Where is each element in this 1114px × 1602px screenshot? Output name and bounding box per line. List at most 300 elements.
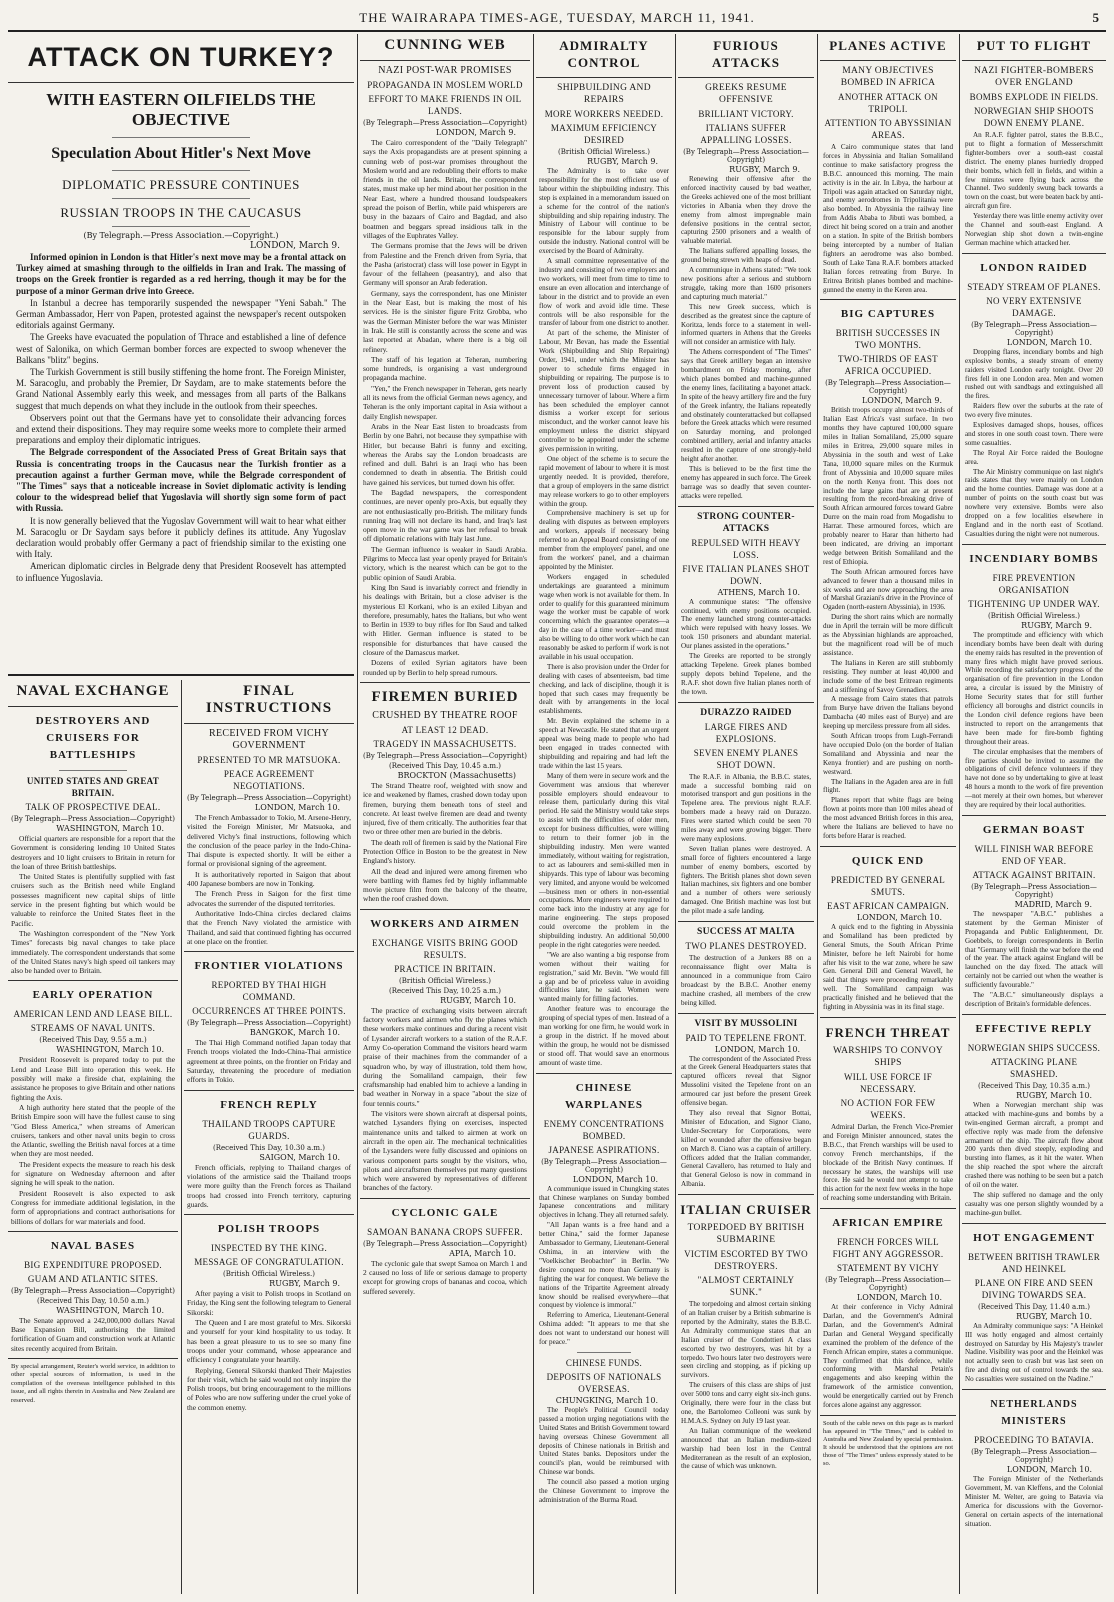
turkey-para: The Turkish Government is still busily stiffening the home front. The Foreign Minister, M. Saracoglu, and probably the Premier, Dr Saydam, are to make statements before the Grand National Assembly early this week, and messages from all parts of the Balkans suggest that much depends on what they include in the outlook from their speeches.: [16, 367, 346, 411]
turkey-para: American diplomatic circles in Belgrade deny that President Roosevelt has attempted to influence Yugoslavia.: [16, 561, 346, 583]
planes-body: [820, 142, 956, 296]
cruiser-body: [678, 1299, 814, 1473]
furious-column: [678, 34, 814, 1594]
polish-para: After paying a visit to Polish troops in Scotland on Friday, the King sent the following telegram to General Sikorski:: [187, 1289, 351, 1317]
admiralty-body: [536, 166, 672, 1070]
early-sub1: AMERICAN LEND AND LEASE BILL.: [13, 1009, 173, 1020]
london-dateline: LONDON, March 10.: [1006, 337, 1092, 347]
captures-headline: BIG CAPTURES: [840, 308, 936, 321]
flight-para: Yesterday there was little enemy activity over the Channel and south-east England. A Norwegian ship shot down a twin-engine German machine which attacked her.: [965, 212, 1103, 247]
furious-sub1: GREEKS RESUME OFFENSIVE: [705, 83, 787, 105]
naval-headline: NAVAL EXCHANGE: [16, 683, 170, 699]
london-body: [962, 347, 1106, 541]
furious-byline: (By Telegraph—Press Association—Copyright): [683, 148, 809, 164]
mussolini-sub1: PAID TO TEPELENE FRONT.: [685, 1032, 807, 1043]
furious-para: The Athens correspondent of "The Times" says that Greek artillery began an intensive bombardment on Friday morning, after which planes bombed and machine-gunned the enemy lines, facilitating a bayonet attack. In spite of the heavy artillery fire and the fury of the Greek infantry, the Italians repeatedly and obstinately counterattacked but collapsed before the Greek attacks which were resumed on Saturday morning, and prolonged combined artillery, aerial and infantry attacks resulted in the capture of one strongly-held height after another.: [681, 348, 811, 464]
cruiser-para: An Italian communique of the weekend announced that an Italian medium-sized warship had been lost in the Central Mediterranean as the result of an explosion, the cause of which was unknown.: [681, 1426, 811, 1471]
durazzo-para: Seven Italian planes were destroyed. A small force of fighters encountered a large number of enemy bombers, escorted by fighters. The British planes shot down seven Italian machines, six fighters and one bomber and a number of others were seriously damaged. One British machine was lost but the pilot made a safe landing.: [681, 844, 811, 916]
incendiary-dateline: RUGBY, March 9.: [1021, 620, 1092, 630]
polish-headline: POLISH TROOPS: [217, 1223, 321, 1236]
naval-para: Official quarters are responsible for a report that the Government is considering lending 10 United States destroyers and 10 light cruisers to Britain in return for the loan of three British battleships.: [11, 834, 175, 871]
turkey-byline: (By Telegraph.—Press Association.—Copyright.): [83, 231, 279, 240]
turkey-para: The Greeks have evacuated the population of Thrace and established a line of defence west of Salonika, on which German bomber forces are expected to swoop whenever the Balkans "blitz" begins.: [16, 332, 346, 365]
empire-sub2: STATEMENT BY VICHY: [836, 1263, 940, 1274]
captures-para: During the short rains which are normally due in April the terrain will be more difficult as the Abyssinian highlands are approached, but the magnificent road will be of much assistance.: [823, 613, 953, 657]
cunning-para: The staff of his legation at Teheran, numbering some hundreds, is organising a vast underground propaganda machine.: [363, 354, 527, 383]
turkey-para: It is now generally believed that the Yugoslav Government will wait to hear what either M. Saracoglu or Dr Saydam says before it publicly defines its attitude. Any Yugoslav declaration would probably offer Germany a pact of friendship similar to the existing one with Italy.: [16, 515, 346, 560]
page-number: 5: [1092, 10, 1100, 25]
flight-column: [962, 34, 1106, 1594]
planes-column: [820, 34, 956, 1594]
counter-body: [678, 597, 814, 699]
quick-body: [820, 922, 956, 1014]
naval-sub3: TALK OF PROSPECTIVE DEAL.: [25, 802, 161, 812]
quick-dateline: LONDON, March 10.: [856, 912, 942, 922]
hot-sub2: PLANE ON FIRE AND SEEN DIVING TOWARDS SEA.: [974, 1277, 1094, 1300]
captures-para: A message from Cairo states that patrols from Burye have driven the Italians beyond Dambacha (40 miles east of Burye) and are keeping up merciless pressure from all sides.: [823, 695, 953, 731]
admiralty-para: A small committee representative of the industry and consisting of two employers and two workers, will meet from time to time to ensure an even allocation and interchange of labour in the district and to provide an even flow of work and avoid idle time. These controls will be also responsible for the transfer of labour from one district to another.: [539, 257, 670, 328]
captures-sub1: BRITISH SUCCESSES IN TWO MONTHS.: [835, 328, 941, 351]
durazzo-body: [678, 772, 814, 919]
gale-para: The cyclonic gale that swept Samoa on March 1 and 2 caused no loss of life or serious damage to property except for growing crops of bananas and cocoa, which suffered severely.: [363, 1258, 527, 1296]
flight-sub3: NORWEGIAN SHIP SHOOTS DOWN ENEMY PLANE.: [974, 106, 1094, 128]
turkey-headline: ATTACK ON TURKEY?: [27, 42, 335, 72]
cunning-byline: (By Telegraph—Press Association—Copyright): [363, 119, 527, 127]
bases-dateline: WASHINGTON, March 10.: [56, 1305, 164, 1315]
quick-headline: QUICK END: [851, 854, 925, 867]
furious-headline: FURIOUS ATTACKS: [712, 38, 780, 70]
cunning-sub2: PROPAGANDA IN MOSLEM WORLD: [367, 80, 523, 90]
admiralty-headline: ADMIRALTY CONTROL: [559, 38, 649, 70]
empire-headline: AFRICAN EMPIRE: [832, 1217, 944, 1230]
cunning-body: [360, 137, 530, 679]
cunning-para: Dozens of exiled Syrian agitators have been rounded up by Berlin to help spread rumours.: [363, 658, 527, 677]
french-para: Admiral Darlan, the French Vice-Premier and Foreign Minister announced, states the B.B.C., that French warships will be used to convoy French merchantships, if the blockade of the British Navy continues. If necessary he states, the warships will use force. He said he would not attempt to take this action for the next few weeks in the hope of reaching some understanding with Britain.: [823, 1122, 953, 1203]
turkey-story: [8, 34, 354, 672]
final-sub3: PEACE AGREEMENT NEGOTIATIONS.: [223, 769, 315, 791]
naval-dateline: WASHINGTON, March 10.: [56, 824, 164, 833]
incendiary-byline: (British Official Wireless.): [988, 611, 1080, 620]
firemen-body: [360, 780, 530, 906]
early-sub2: STREAMS OF NAVAL UNITS.: [30, 1023, 156, 1034]
frontier-body: [184, 1037, 354, 1086]
malta-para: The destruction of a Junkers 88 on a reconnaissance flight over Malta is announced in a communique from Cairo broadcast by the B.B.C. Another enemy machine crashed, all members of the crew being killed.: [681, 954, 811, 1007]
boast-para: The "A.B.C." simultaneously displays a description of Britain's formidable defences.: [965, 991, 1103, 1008]
bases-byline: (By Telegraph—Press Association—Copyright): [11, 1286, 175, 1295]
final-sub2: PRESENTED TO MR MATSUOKA.: [197, 755, 341, 765]
mussolini-dateline: LONDON, March 10.: [714, 1044, 800, 1054]
cunning-para: Arabs in the Near East listen to broadcasts from Berlin by one Bahri, not because they sympathise with Hitler, but because Bahri is funny and exciting, whereas the Arabs say the London broadcasts are refined and dull. Bahri is an Iraqi who has been condemned to death in absentia. The British could have gained his services, but turned down his offer.: [363, 421, 527, 487]
columns: [8, 34, 1106, 1594]
cunning-para: Germany, says the correspondent, has one Minister in the Near East, but is making the most of his services. He is the sinister figure Fritz Grobba, who was the German Minister before the war was Minister in Irak. He still is constantly across the scene and was last reported at Abadan, where there is a big oil refinery.: [363, 288, 527, 354]
early-para: A high authority here stated that the people of the British Empire soon will have the fullest cause to sing "God Bless America," when streams of American cruisers, tankers and other naval units begin to cross the Atlantic, swelling the British naval forces at a time when they are most needed.: [11, 1102, 175, 1159]
early-received: (Received This Day, 9.55 a.m.): [39, 1036, 147, 1045]
french-sub3: NO ACTION FOR FEW WEEKS.: [840, 1097, 936, 1120]
final-headline: FINAL INSTRUCTIONS: [205, 683, 333, 716]
admiralty-para: The Admiralty is to take over responsibility for the most efficient use of labour within the shipbuilding industry. This step is explained in a memorandum issued on a scheme for the control of the nation's shipbuilding and ship repairing industry. The Ministry of Labour will continue to be responsible for the labour supply from outside the industry. National control will be exercised by the Board of Admiralty.: [539, 167, 669, 256]
ministers-headline: NETHERLANDS MINISTERS: [990, 1399, 1078, 1428]
final-para: The French Press in Saigon for the first time advocates the surrender of the disputed territories.: [187, 889, 351, 908]
firemen-para: The death roll of firemen is said by the National Fire Protection Office in Boston to be the greatest in New England's history.: [363, 837, 527, 866]
london-para: The Royal Air Force raided the Boulogne area.: [965, 448, 1103, 466]
turkey-para: Observers point out that the Germans have yet to consolidate their advancing forces and extend their dispositions. They may require some weeks more to complete their armed preparations and employ their diplomatic intrigues.: [16, 412, 346, 446]
workers-para: The visitors were shown aircraft at dispersal points, watched Lysanders flying on exercises, inspected maintenance units and talked to airmen at work on aircraft in the open air. The mechanical technicalities of the Lysanders were fully discussed and opinions on various component parts sought by the visitors, who, pilots and aircraftsmen themselves put many questions which were answered by representatives of different branches of the factory.: [363, 1109, 527, 1193]
polish-body: [184, 1288, 354, 1414]
firemen-dateline: BROCKTON (Massachusetts): [397, 770, 516, 780]
cunning-headline: CUNNING WEB: [384, 37, 506, 53]
admiralty-para: At part of the scheme, the Minister of Labour, Mr Bevan, has made the Essential Work (Shipbuilding and Ship Repairing) Order, 1941, under which the Minister has power to schedule firms engaged in shipbuilding or repairing. The purpose is to prevent loss of production caused by unnecessary turnover of labour. Where a firm has been scheduled the employer cannot dismiss a worker except for serious misconduct, and the worker cannot leave his employment unless the district shipyard controller to be appointed under the scheme gives permission in writing.: [539, 329, 669, 454]
naval-sub1: DESTROYERS AND CRUISERS FOR BATTLESHIPS: [35, 715, 151, 761]
boast-byline: (By Telegraph—Press Association—Copyright): [971, 882, 1097, 899]
cunning-para: The Germans promise that the Jews will be driven from Palestine and the French driven from Syria, that the Pasha (aristocrat) class will lose power in Egypt in favour of the fellaheen (peasantry), and also that Germany will sponsor an Arab federation.: [363, 241, 527, 288]
cruiser-sub2: VICTIM ESCORTED BY TWO DESTROYERS.: [684, 1249, 808, 1272]
naval-para: The United States is plentifully supplied with fast cruisers such as the British need while England possesses magnificent new capital ships of little service in the present fighting but which would be valuable to reinforce the United States fleet in the Pacific.: [11, 872, 175, 928]
cunning-column: [360, 34, 530, 1594]
final-body: [184, 812, 354, 948]
frontier-headline: FRONTIER VIOLATIONS: [194, 960, 344, 973]
french-body: [820, 1122, 956, 1205]
masthead: [8, 6, 1106, 32]
cunning-para: The German influence is weaker in Saudi Arabia. Pilgrims to Mecca last year openly prayed for Britain's victory, which is the nearest which can be got to the public opinion of Saudi Arabia.: [363, 544, 527, 582]
firemen-para: All the dead and injured were among firemen who were battling with flames fed by highly inflammable movie picture film from the balcony of the theatre, when the roof crashed down.: [363, 866, 527, 904]
naval-para: The Washington correspondent of the "New York Times" forecasts big naval changes to take place immediately. The correspondent understands that some of the United States navy's high speed oil tankers may also be handed over to Britain.: [11, 928, 175, 976]
frontier-dateline: BANGKOK, March 10.: [249, 1028, 340, 1038]
admiralty-sub3: MAXIMUM EFFICIENCY DESIRED: [550, 123, 658, 145]
empire-body: [820, 1302, 956, 1412]
counter-headline: STRONG COUNTER-ATTACKS: [697, 511, 795, 534]
firemen-received: (Received This Day, 10.45 a.m.): [389, 761, 501, 770]
admiralty-byline: (British Official Wireless.): [558, 148, 650, 156]
admiralty-dateline: RUGBY, March 9.: [587, 157, 658, 166]
boast-sub1: WILL FINISH WAR BEFORE END OF YEAR.: [974, 843, 1094, 866]
ministers-para: The Foreign Minister of the Netherlands Government, M. van Kleffens, and the Colonial Minister M. Welter, are going to Batavia via America for discussions with the Governor-General on certain aspects of the international situation.: [965, 1475, 1103, 1528]
chinese-sub1: ENEMY CONCENTRATIONS BOMBED.: [543, 1118, 665, 1141]
quick-para: A quick end to the fighting in Abyssinia and Somaliland has been predicted by General Smuts, the South African Prime Minister, before he left Nairobi for home after his visit to the war zone, where he saw Gen. General Dill and General Wavell, he said that things were proceeding remarkably well. The Somaliland campaign was practically finished and he believed that the fighting in Abyssinia was in its final stage.: [823, 922, 953, 1012]
incendiary-sub2: TIGHTENING UP UNDER WAY.: [968, 598, 1100, 609]
early-headline: EARLY OPERATION: [32, 989, 154, 1002]
final-para: It is authoritatively reported in Saigon that about 400 Japanese bombers are now in Tonking.: [187, 869, 351, 889]
incendiary-body: [962, 630, 1106, 812]
furious-sub2: BRILLIANT VICTORY.: [698, 109, 794, 119]
admiralty-para: Workers engaged in scheduled undertakings are guaranteed a minimum wage when work is not available for them. In order to qualify for this guaranteed minimum wage the worker must be capable of work concerning which the guarantee operates—a day in the case of a time worker—and must also be willing to do other work which he can reasonably be asked to perform if work is not available in his usual occupation.: [539, 572, 669, 661]
planes-sub1: MANY OBJECTIVES BOMBED IN AFRICA: [840, 66, 936, 88]
captures-byline: (By Telegraph—Press Association—Copyright): [825, 379, 951, 396]
cunning-para: The Bagdad newspapers, the correspondent continues, are never openly pro-Axis, but equally they are not enthusiastically pro-British. The military funds running Iraq will not declare its hand, and Iraq's last open move in the war game was her refusal to break off diplomatic relations with Italy last June.: [363, 487, 527, 544]
naval-byline: (By Telegraph—Press Association—Copyright): [11, 815, 175, 823]
empire-para: At their conference in Vichy Admiral Darlan, and the Government's Admiral Darlan, and the Government's Admiral Darlan and General Weygand specifically examined the problem of the defence of the French African empire, states a communique. They confirmed that this defence, while conforming with Marshal Petain's engagements and also keeping within the framework of the armistice convention, would be energetically carried out by French forces alone against any aggressor.: [823, 1303, 953, 1410]
reply-dateline: SAIGON, March 10.: [259, 1152, 340, 1162]
chinese-dateline: LONDON, March 10.: [572, 1174, 658, 1184]
reply-received: (Received This Day, 10.30 a.m.): [213, 1143, 325, 1152]
london-sub1: STEADY STREAM OF PLANES.: [967, 281, 1101, 292]
cruiser-sub3: "ALMOST CERTAINLY SUNK.": [697, 1275, 795, 1298]
effective-headline: EFFECTIVE REPLY: [975, 1022, 1093, 1035]
early-dateline: WASHINGTON, March 10.: [56, 1045, 164, 1055]
cunning-dateline: LONDON, March 9.: [435, 128, 516, 137]
london-para: Raiders flew over the suburbs at the rate of two every five minutes.: [965, 402, 1103, 420]
cruiser-para: The torpedoing and almost certain sinking of an Italian cruiser by a British submarine is reported by the Admiralty, states the B.B.C. An Admiralty communique states that an Italian cruiser of the Condottieri A class escorted by two destroyers, was hit by a torpedo. Two hours later two destroyers were seen circling and stopping, as if picking up survivors.: [681, 1300, 811, 1380]
workers-dateline: RUGBY, March 10.: [440, 995, 516, 1005]
turkey-para: The Belgrade correspondent of the Associated Press of Great Britain says that Russia is concentrating troops in the Caucasus near the Turkish frontier as a precaution against a further German move, while the Belgrade correspondent of "The Times" says that a noticeable increase in Soviet diplomatic activity is lending colour to the widespread belief that Yugoslavia will shortly sign some form of pact with Russia.: [16, 447, 346, 514]
effective-para: When a Norwegian merchant ship was attacked with machine-guns and bombs by a twin-engined German aircraft, a prompt and effective reply was made from the defensive armament of the ship. The aircraft flew about 200 yards then dived steeply, exploding and bursting into flames, as it hit the water. When the ship reached the spot where the aircraft crashed there was nothing to be seen but a patch of oil on the water.: [965, 1100, 1103, 1190]
london-para: Dropping flares, incendiary bombs and high explosive bombs, a steady stream of enemy raiders visited London early tonight. Over 20 fires fell in one London area. Men and women rushed out with sandbags and extinguished all the fires.: [965, 347, 1103, 401]
flight-sub2: BOMBS EXPLODE IN FIELDS.: [969, 92, 1099, 102]
mussolini-headline: VISIT BY MUSSOLINI: [694, 1018, 798, 1029]
captures-body: [820, 405, 956, 843]
bases-sub1: BIG EXPENDITURE PROPOSED.: [24, 1259, 162, 1270]
french-sub1: WARSHIPS TO CONVOY SHIPS: [832, 1045, 944, 1068]
malta-body: [678, 953, 814, 1009]
mussolini-para: The correspondent of the Associated Press at the Greek General Headquarters states that captured officers reveal that Signor Mussolini visited the Tepelene front on an armoured car just before the present Greek offensive began.: [681, 1054, 811, 1108]
firemen-para: The Strand Theatre roof, weighted with snow and ice and weakened by flames, crashed down today upon firemen, burying them beneath tons of steel and concrete. At least twelve firemen are dead and twenty injured, five of them critically. The authorities fear that two or three other men are buried in the debris.: [363, 780, 527, 837]
frontier-sub2: OCCURRENCES AT THREE POINTS.: [192, 1006, 346, 1017]
frontier-para: The Thai High Command notified Japan today that French troops violated the Indo-China-Thai armistice agreement at three points, on the frontier on Friday and Saturday, threatening the procedure of mediation efforts in Tokio.: [187, 1038, 351, 1085]
boast-para: The newspaper "A.B.C." publishes a statement by the German Minister of Propaganda and Public Enlightenment, Dr. Goebbels, to foreign correspondents in Berlin that "Germany will finish the war before the end of the year. The attack against England will be launched on the day fixed. The attack will certainly not be carried out when the weather is sufficiently favourable.": [965, 909, 1103, 990]
early-body: [8, 1054, 178, 1227]
admiralty-column: [536, 34, 672, 1594]
admiralty-para: Mr. Bevin explained the scheme in a speech at Newcastle. He stated that an urgent appeal was being made to people who had been engaged in trades connected with shipbuilding and repairing and had left the trade within the last 15 years.: [539, 717, 669, 770]
durazzo-sub1: LARGE FIRES AND EXPLOSIONS.: [704, 721, 788, 744]
reply-body: [184, 1162, 354, 1211]
admiralty-para: Another feature was to encourage the grouping of special types of men. Instead of a man working for one firm, he would work in a group in the district. If he moved about within the group, he would not be dismissed or stood off. That would save an enormous amount of waste time.: [539, 1005, 669, 1067]
masthead-title: THE WAIRARAPA TIMES-AGE, TUESDAY, MARCH 11, 1941.: [359, 10, 755, 25]
cunning-para: The Cairo correspondent of the "Daily Telegraph" says the Axis propagandists are at present spinning a cunning web of post-war promises throughout the Moslem world and are redoubling their efforts to make friends in the oil lands. Britain, the correspondent states, must make up her mind about her position in the Near East, where a hundred thousand loudspeakers spread the poison of Berlin, while paid whisperers are busy in the bazaars of Cairo and Bagdad, and also boatmen and beggars spread insidious talk in the villages of the Euphrates Valley.: [363, 138, 527, 240]
frontier-byline: (By Telegraph—Press Association—Copyright): [187, 1019, 351, 1028]
turkey-para: Informed opinion in London is that Hitler's next move may be a frontal attack on Turkey aimed at smashing through to the oilfields in Iran and Irak. The massing of troops on the Greek frontier is regarded as a red herring, though it may be for the purpose of a minor German drive into Greece.: [16, 252, 346, 296]
workers-byline: (British Official Wireless.): [399, 976, 491, 985]
polish-para: The Queen and I are most grateful to Mrs. Sikorski and yourself for your kind hospitality to us today. It has been a great pleasure to us to see so many fine troops under your command, whose appearance and efficiency I congratulate your heartily.: [187, 1318, 351, 1365]
admiralty-para: Comprehensive machinery is set up for dealing with disputes as between employers and workers, appeals if necessary being referred to an Appeal Board consisting of one member from the employers' panel, and one from the workers' panel, and a chairman appointed by the Minister.: [539, 509, 669, 571]
empire-dateline: LONDON, March 10.: [856, 1293, 942, 1303]
funds-sub1: DEPOSITS OF NATIONALS OVERSEAS.: [546, 1371, 662, 1394]
funds-headline: CHINESE FUNDS.: [565, 1357, 643, 1368]
furious-sub3: ITALIANS SUFFER APPALLING LOSSES.: [700, 123, 792, 145]
quick-sub2: EAST AFRICAN CAMPAIGN.: [827, 900, 949, 911]
chinese-body: [536, 1184, 672, 1349]
workers-body: [360, 1005, 530, 1195]
cruiser-para: The cruisers of this class are ships of just over 5000 tons and carry eight six-inch guns. Originally, there were four in the class but one, the Bartolomeo Colleoni was sunk by H.M.A.S. Sydney on July 19 last year.: [681, 1381, 811, 1425]
furious-para: Renewing their offensive after the enforced inactivity caused by bad weather, the Greeks achieved one of the most brilliant victories in Albania when they drove the enemy from almost impregnable main defensive positions in the central sector, capturing 2500 prisoners and a wealth of valuable material.: [681, 175, 811, 246]
chinese-para: Referring to America, Lieutenant-General Oshima added: "It appears to me that she does not want to understand our honest will for peace.": [539, 1311, 669, 1347]
captures-sub2: TWO-THIRDS OF EAST AFRICA OCCUPIED.: [838, 354, 938, 377]
chinese-para: "All Japan wants is a free hand and a better China," said the former Japanese Ambassador to Germany, Lieutenant-General Oshima, in an interview with the "Voelkischer Beobachter" in Berlin. "We desire conquest no more than Germany is fighting the war for conquest. We believe the nations of the Tripartite Agreement already know should be realised everywhere—that conquest by violence is immoral.": [539, 1221, 669, 1310]
flight-sub1: NAZI FIGHTER-BOMBERS OVER ENGLAND: [974, 66, 1094, 88]
reply-sub1: THAILAND TROOPS CAPTURE GUARDS.: [202, 1118, 336, 1141]
planes-sub2: ANOTHER ATTACK ON TRIPOLI.: [838, 92, 938, 114]
final-para: Authoritative Indo-China circles declared claims that the French Navy violated the armistice with Thailand, and said that continued fighting has occurred at one place on the frontier.: [187, 908, 351, 946]
early-para: President Roosevelt is prepared today to put the Lend and Lease Bill into operation this week. He possibly will make a fireside chat, explaining the assistance he proposes to give Britain and other nations fighting the Axis.: [11, 1055, 175, 1102]
firemen-byline: (By Telegraph—Press Association—Copyright): [363, 751, 527, 760]
cunning-para: "Yen," the French newspaper in Teheran, gets nearly all its news from the official German news agency, and Teheran is the only important capital in Asia without a daily English newspaper.: [363, 383, 527, 421]
cruiser-headline: ITALIAN CRUISER: [680, 1202, 812, 1218]
effective-para: The ship suffered no damage and the only casualty was one person slightly wounded by a machine-gun bullet.: [965, 1190, 1103, 1217]
chinese-byline: (By Telegraph—Press Association—Copyright): [541, 1157, 667, 1174]
turkey-sub3: DIPLOMATIC PRESSURE CONTINUES: [62, 177, 300, 192]
incendiary-sub1: FIRE PREVENTION ORGANISATION: [992, 572, 1076, 595]
admiralty-para: There is also provision under the Order for dealing with cases of absenteeism, bad time checking, and lack of discipline, though it is hoped that such cases may frequently be dealt with by arrangements in the local establishments.: [539, 662, 669, 716]
ministers-byline: (By Telegraph—Press Association—Copyright): [971, 1448, 1097, 1465]
ministers-body: [962, 1474, 1106, 1530]
malta-headline: SUCCESS AT MALTA: [697, 927, 795, 938]
planes-sub3: ATTENTION TO ABYSSINIAN AREAS.: [824, 118, 952, 140]
london-headline: LONDON RAIDED: [980, 261, 1088, 274]
counter-sub1: REPULSED WITH HEAVY LOSS.: [691, 537, 801, 560]
firemen-sub2: AT LEAST 12 DEAD.: [401, 724, 489, 735]
early-para: President Roosevelt is also expected to ask Congress for immediate additional legislation, in the form of appropriations and contract authorisations for billions of dollars for war materials and food.: [11, 1188, 175, 1226]
captures-para: British troops occupy almost two-thirds of Italian East Africa's vast surface. In two months they have captured 100,000 square miles in Italian Somaliland, 25,000 square miles in Eritrea, 29,000 square miles in Abyssinia in the south and west of Lake Tana, 10,000 square miles on the Kurmuk front of Abyssinia and 10,000 square miles on the north Kenya front. This does not include the large gains that are at present resulting from the record-breaking drive of South African armoured forces toward Gabre Durre on the main road from Mogadishu to Harrar. These armoured forces, which are probably nearer to Harar than hitherto had been indicated, are driving an important wedge between British Somaliland and the rest of Ethiopia.: [823, 406, 953, 566]
captures-para: South African troops from Lugh-Ferrandi have occupied Dolo (on the border of Italian Somaliland and Abyssinia and near the Kenya frontier) and are pushing on north-westward.: [823, 732, 953, 776]
effective-sub2: ATTACKING PLANE SMASHED.: [990, 1056, 1078, 1079]
bases-headline: NAVAL BASES: [50, 1239, 136, 1252]
funds-dateline: CHUNGKING, March 10.: [555, 1395, 658, 1405]
cunning-sub3: EFFORT TO MAKE FRIENDS IN OIL LANDS.: [368, 94, 522, 116]
bases-body: [8, 1315, 178, 1355]
incendiary-para: The promptitude and efficiency with which incendiary bombs have been dealt with during the enemy raids has resulted in the prevention of many fires which might have proved serious. While recording the satisfactory progress of the organisation of fire prevention in the London area, a circular is issued by the Ministry of Home Security states that for still further efficiency all boroughs and district councils in the London civil defence regions have been instructed to report on the arrangements that have been made for fire-bomb fighting throughout their areas.: [965, 630, 1103, 746]
french-sub2: WILL USE FORCE IF NECESSARY.: [843, 1071, 933, 1094]
planes-para: A Cairo communique states that land forces in Abyssinia and Italian Somaliland continue to make satisfactory progress the B.B.C. announced this morning. The main activity is in the air. In Libya, the harbour at Tripoli was again attacked on Saturday night, and enemy aerodromes in Tripolitania were also bombed. In Abyssinia the railway line from Addis Ababa to Jibuti was bombed, a direct hit being scored on a train and another on a station. In spite of the British bombers being intercepted by a number of Italian fighters an aerodrome was also bombed. South of Lake Tana R.A.F. bombers attacked Italian forces retreating from Burye. In Eritrea British planes bombed and machine-gunned the enemy in the Keren area.: [823, 143, 953, 294]
boast-body: [962, 909, 1106, 1011]
hot-received: (Received This Day, 11.40 a.m.): [978, 1302, 1090, 1311]
planes-headline: PLANES ACTIVE: [829, 38, 947, 53]
furious-body: [678, 174, 814, 503]
quick-sub1: PREDICTED BY GENERAL SMUTS.: [830, 874, 946, 897]
counter-para: The Greeks are reported to be strongly attacking Tepelene. Greek planes bombed supply depots behind Tepelene, and the R.A.F. shot down five Italian planes north of the town.: [681, 652, 811, 696]
effective-sub1: NORWEGIAN SHIPS SUCCESS.: [967, 1042, 1101, 1053]
firemen-headline: FIREMEN BURIED: [371, 688, 519, 705]
captures-para: The Italians in the Agaden area are in full flight.: [823, 777, 953, 795]
polish-byline: (British Official Wireless.): [223, 1270, 315, 1279]
bases-para: The Senate approved a 242,000,000 dollars Naval Base Expansion Bill, authorising the limited fortification of Guam and construction work at Atlantic sites recently acquired from Britain.: [11, 1315, 175, 1353]
funds-para: The council also passed a motion urging the Chinese Government to improve the administration of the Burma Road.: [539, 1478, 669, 1504]
final-column: [184, 680, 354, 1594]
chinese-sub2: JAPANESE ASPIRATIONS.: [548, 1144, 660, 1155]
times-note: South of the cable news on this page as is marked has appeared in "The Times," and is cabled to Australia and New Zealand by special permission. It should be understood that the opinions are not those of "The Times" unless expressly stated to be so.: [823, 1420, 953, 1467]
turkey-para: In Istanbul a decree has temporarily suspended the newspaper "Yeni Sabah." The German Ambassador, Herr von Papen, protested against the newspaper's recent outspoken editorials against Germany.: [16, 297, 346, 331]
effective-dateline: RUGBY, March 10.: [1016, 1090, 1092, 1100]
gale-body: [360, 1258, 530, 1298]
captures-para: Planes report that white flags are being flown at points more than 100 miles ahead of the most advanced British forces in this area, where the Italians are believed to have no forts before Harar is reached.: [823, 796, 953, 840]
hot-para: An Admiralty communique says: "A Heinkel III was hotly engaged and almost certainly destroyed on Saturday by His Majesty's trawler Nadine. Visibility was poor and the Heinkel was not actually seen to crash but was last seen on fire and diving out of control towards the sea. No casualties were sustained on the Nadine.": [965, 1321, 1103, 1384]
malta-sub1: TWO PLANES DESTROYED.: [685, 941, 807, 952]
early-para: The President expects the measure to reach his desk for signature on Wednesday afternoon and after signing he will speak to the nation.: [11, 1159, 175, 1188]
cunning-para: King Ibn Saud is invariably correct and friendly in his dealings with Britain, but a close adviser is the mysterious El Korkani, who is an exiled Libyan and therefore, presumably, hates the Italians, but who went to Berlin in 1939 to buy rifles for Ibn Saud and talked with Hitler. German influence is stated to be responsible for disturbances that have caused the closure of the Damascus market.: [363, 582, 527, 658]
cunning-sub1: NAZI POST-WAR PROMISES: [378, 65, 512, 76]
funds-para: The People's Political Council today passed a motion urging negotiations with the United States and British Government toward having overseas Chinese Government all deposits of Chinese nationals in British and United States banks. Depositors under the council's plan, would be reimbursed with Chinese war bonds.: [539, 1405, 669, 1477]
workers-sub1: EXCHANGE VISITS BRING GOOD RESULTS.: [372, 937, 518, 960]
gale-dateline: APIA, March 10.: [449, 1248, 516, 1258]
gale-sub1: SAMOAN BANANA CROPS SUFFER.: [367, 1226, 523, 1237]
polish-dateline: RUGBY, March 9.: [269, 1279, 340, 1289]
gale-headline: CYCLONIC GALE: [391, 1206, 499, 1219]
naval-column: [8, 680, 178, 1594]
frontier-sub1: REPORTED BY THAI HIGH COMMAND.: [211, 980, 327, 1003]
chinese-headline: CHINESE WARPLANES: [564, 1081, 644, 1111]
naval-sub2: UNITED STATES AND GREAT BRITAIN.: [26, 776, 160, 798]
naval-body: [8, 833, 178, 977]
counter-para: A communique states: "The offensive continued, with enemy positions occupied. The enemy launched strong counter-attacks which were repulsed with heavy losses. We took 150 prisoners and abundant material. Our planes assisted in the operations.": [681, 597, 811, 651]
hot-sub1: BETWEEN BRITISH TRAWLER AND HEINKEL: [968, 1251, 1100, 1274]
captures-para: The Italians in Keren are still stubbornly resisting. They number at least 40,000 and include some of the best Eritrean regiments and a stiffening of Savoy Grenadiers.: [823, 658, 953, 694]
london-para: Explosives damaged shops, houses, offices and stores in one south coast town. There were some casualties.: [965, 421, 1103, 447]
ministers-dateline: LONDON, March 10.: [1006, 1465, 1092, 1475]
funds-body: [536, 1405, 672, 1507]
london-byline: (By Telegraph—Press Association—Copyright): [971, 320, 1097, 337]
polish-sub1: INSPECTED BY THE KING.: [210, 1243, 328, 1254]
turkey-sub1: WITH EASTERN OILFIELDS THE OBJECTIVE: [46, 90, 316, 129]
final-sub1: RECEIVED FROM VICHY GOVERNMENT: [209, 728, 329, 751]
captures-dateline: LONDON, March 9.: [861, 396, 942, 406]
admiralty-para: One object of the scheme is to secure the rapid movement of labour to where it is most urgently needed. It is provided, therefore, that a group of employers in the same district may release workers to go to other employers within the group.: [539, 455, 669, 508]
london-sub2: NO VERY EXTENSIVE DAMAGE.: [986, 295, 1082, 318]
hot-body: [962, 1321, 1106, 1386]
furious-para: This new Greek success, which is described as the greatest since the capture of Koritza, lends force to a statement in well-informed quarters in Athens that the Greeks will not consider an armistice with Italy.: [681, 302, 811, 347]
london-para: The Air Ministry communique on last night's raids states that they were mainly on London and the home counties. Damage was done at a number of points on the south coast but was nowhere very extensive. Bombs were also dropped on a few localities elsewhere in England and in the north east of Scotland. Casualties during the night were not numerous.: [965, 467, 1103, 538]
admiralty-para: Many of them were in secure work and the Government was anxious that wherever possible employers should endeavour to release them, particularly during this vital period. He said the Ministry would take steps to assist with the difficulties of older men, except for business difficulties, were willing to return to their former job in the shipbuilding industry. Men were wanted immediately, without waiting for registration, to act as labourers and semi-skilled men in shipyards. This type of labour was becoming very limited, and anyone would be welcomed—business men or others in non-essential occupations. More engineers were required to come back into the industry at any age for marine engineering. The steps proposed could overcome the problem in the shipbuilding industry. An additional 50,000 people in the right categories were needed.: [539, 771, 670, 949]
final-dateline: LONDON, March 10.: [254, 803, 340, 812]
incendiary-headline: INCENDIARY BOMBS: [969, 552, 1099, 565]
bases-sub2: GUAM AND ATLANTIC SITES.: [27, 1273, 159, 1284]
turkey-sub4: RUSSIAN TROOPS IN THE CAUCASUS: [60, 205, 302, 220]
boast-sub2: ATTACK AGAINST BRITAIN.: [972, 869, 1096, 880]
reply-para: French officials, replying to Thailand charges of violations of the armistice said the Thailand troops were more guilty than the French forces as Thailand troops had crossed into French territory, capturing guards.: [187, 1162, 351, 1209]
durazzo-sub2: SEVEN ENEMY PLANES SHOT DOWN.: [693, 747, 799, 770]
reply-headline: FRENCH REPLY: [220, 1098, 318, 1111]
furious-para: A communique in Athens stated: "We took new positions after a serious and stubborn struggle, taking more than 1600 prisoners and capturing much material.": [681, 266, 811, 301]
firemen-sub1: CRUSHED BY THEATRE ROOF: [372, 709, 518, 721]
polish-para: Replying, General Sikorski thanked Their Majesties for their visit, which he said would not only inspire the Polish troops, but bring encouragement to the millions of Poles who are now suffering under the cruel yoke of the common enemy.: [187, 1365, 351, 1412]
durazzo-headline: DURAZZO RAIDED: [700, 707, 792, 718]
flight-headline: PUT TO FLIGHT: [976, 38, 1092, 53]
chinese-para: A communique issued in Chungking states that Chinese warplanes on Sunday bombed Japanese concentrations and military objectives in Ichang. They all returned safely.: [539, 1184, 669, 1220]
gale-byline: (By Telegraph—Press Association—Copyright): [363, 1239, 527, 1248]
boast-headline: GERMAN BOAST: [982, 823, 1086, 836]
workers-sub2: PRACTICE IN BRITAIN.: [394, 963, 496, 974]
cruiser-sub1: TORPEDOED BY BRITISH SUBMARINE: [687, 1223, 805, 1246]
final-para: The French Ambassador to Tokio, M. Arsene-Henry, visited the Foreign Minister, Mr Matsuoka, and delivered Vichy's final instructions, following which the conclusion of the peace parley in the Indo-China-Thai dispute is expected shortly. It will be either a formal or provisional signing of the agreement.: [187, 813, 351, 869]
effective-received: (Received This Day, 10.35 a.m.): [978, 1081, 1090, 1090]
hot-headline: HOT ENGAGEMENT: [973, 1231, 1095, 1244]
polish-sub2: MESSAGE OF CONGRATULATION.: [194, 1257, 344, 1268]
durazzo-para: The R.A.F. in Albania, the B.B.C. states, made a successful bombing raid on motorised transport and gun positions in the Tepelene area. The previous night R.A.F. bombers made a heavy raid on Durazzo. Fires were started which could be seen 70 miles away and were growing bigger. There were many explosions.: [681, 772, 811, 843]
flight-para: An R.A.F. fighter patrol, states the B.B.C., put to flight a formation of Messerschmitt fighter-bombers over a south-east coastal district. The enemy planes hurriedly dropped their bombs, which fell in fields, and within a few minutes were flying back across the Channel. Two suddenly swung back towards a town on the coast, but were beaten back by anti-aircraft gun fire.: [965, 131, 1103, 211]
turkey-body: [8, 251, 354, 586]
ministers-sub1: PROCEEDING TO BATAVIA.: [974, 1435, 1094, 1446]
effective-body: [962, 1100, 1106, 1220]
captures-para: The South African armoured forces have advanced to fewer than a thousand miles in six weeks and are now approaching the area of Marshal Graziani's drive in the Province of Ogaden (north-eastern Abyssinia), in 1936.: [823, 567, 953, 612]
admiralty-sub2: MORE WORKERS NEEDED.: [544, 109, 664, 119]
workers-para: The practice of exchanging visits between aircraft factory workers and airmen who fly the planes which these workers make continues and during a recent visit of Lysander aircraft workers to a station of the R.A.F. Army Co-operation Command the visitors heard warm praise of their machines from the commander of a squadron who, by way of illustration, told them how, during the Somaliland campaign, their few craftsmanship had enabled him to achieve a landing in bad weather in Norway in a space "about the size of four tennis courts.": [363, 1005, 527, 1108]
furious-para: This is believed to be the first time the enemy has appeared in such force. The Greek barrage was so deadly that seven counter-attacks were repelled.: [681, 465, 811, 500]
final-byline: (By Telegraph—Press Association—Copyright): [187, 794, 351, 802]
admiralty-para: "We are also wanting a big response from women without their waiting for registration," said Mr. Bevin. "We would fill a gap and be of priceless value in avoiding difficulties later, he said. Women were wanted mainly for filling factories.: [539, 950, 669, 1004]
admiralty-sub1: SHIPBUILDING AND REPAIRS: [557, 83, 651, 105]
furious-dateline: RUGBY, March 9.: [729, 165, 800, 174]
firemen-sub3: TRAGEDY IN MASSACHUSETTS.: [373, 738, 517, 749]
empire-byline: (By Telegraph—Press Association—Copyright): [825, 1276, 951, 1293]
counter-dateline: ATHENS, March 10.: [717, 587, 800, 597]
boast-dateline: MADRID, March 9.: [1014, 899, 1092, 909]
workers-received: (Received This Day, 10.25 a.m.): [389, 986, 501, 995]
counter-sub2: FIVE ITALIAN PLANES SHOT DOWN.: [682, 563, 810, 586]
furious-para: The Italians suffered appalling losses, the ground being strewn with heaps of dead.: [681, 247, 811, 265]
workers-headline: WORKERS AND AIRMEN: [370, 917, 520, 930]
bases-received: (Received This Day, 10.50 a.m.): [37, 1296, 149, 1305]
empire-sub1: FRENCH FORCES WILL FIGHT ANY AGGRESSOR.: [832, 1237, 944, 1260]
mussolini-para: They also reveal that Signor Bottai, Minister of Education, and Signor Ciano, Under-Secretary for Corporations, were killed or wounded after the offensive began on March 8. Ciano was a captain of artillery. Officers added that the Italian commander, General Cavallero, has returned to Italy and that General Geloso is now in command in Albania.: [681, 1108, 811, 1189]
turkey-dateline: LONDON, March 9.: [249, 241, 340, 251]
turkey-sub2: Speculation About Hitler's Next Move: [51, 145, 311, 162]
mussolini-body: [678, 1054, 814, 1192]
